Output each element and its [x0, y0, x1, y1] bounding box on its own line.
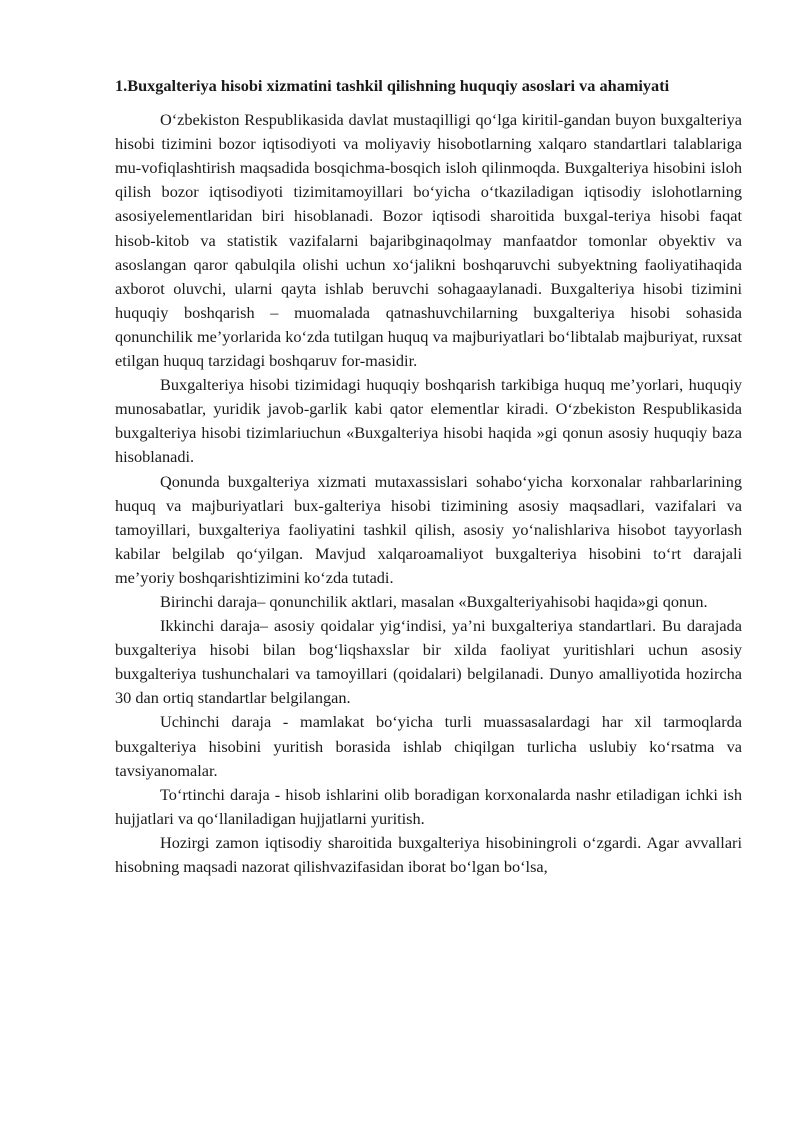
section-heading: 1.Buxgalteriya hisobi xizmatini tashkil qilishning huquqiy asoslari va ahamiyati	[115, 76, 670, 95]
paragraph-law-content: Qonunda buxgalteriya xizmati mutaxassislari sohabo‘yicha korxonalar rahbarlarining huquq va majburiyatlari bux-galteriya hisobi tizimining asosiy maqsadlari, vazifalari va tamoyillari, buxgalteriya faoliyatini tashkil qilish, asosiy yo‘nalishlariva hisobot tayyorlash kabilar belgilab qo‘yilgan. Mavjud xalqaroamaliyot buxgalteriya hisobini to‘rt darajali me’yoriy boshqarishtizimini ko‘zda tutadi.	[115, 471, 742, 587]
paragraph-level-one: Birinchi daraja– qonunchilik aktlari, masalan «Buxgalteriyahisobi haqida»gi qonun.	[160, 591, 708, 611]
paragraph-level-four: To‘rtinchi daraja - hisob ishlarini olib boradigan korxonalarda nashr etiladigan ichki ish hujjatlari va qo‘llaniladigan hujjatlarni yuritish.	[115, 784, 742, 828]
paragraph-legal-structure: Buxgalteriya hisobi tizimidagi huquqiy boshqarish tarkibiga huquq me’yorlari, huquqiy munosabatlar, yuridik javob-garlik kabi qator elementlar kiradi. O‘zbekiston Respublikasida buxgalteriya hisobi tizimlariuchun «Buxgalteriya hisobi haqida »gi qonun asosiy huquqiy baza hisoblanadi.	[115, 375, 742, 467]
paragraph-intro: O‘zbekiston Respublikasida davlat mustaqilligi qo‘lga kiritil-gandan buyon buxgalteriya hisobi tizimini bozor iqtisodiyoti va moliyaviy hisobotlarning xalqaro standartlari talablariga mu-vofiqlashtirish maqsadida bosqichma-bosqich isloh qilinmoqda. Buxgalteriya hisobini isloh qilish bozor iqtisodiyoti tizimitamoyillari bo‘yicha o‘tkaziladigan iqtisodiy islohotlarning asosiyelementlaridan biri hisoblanadi. Bozor iqtisodi sharoitida buxgal-teriya hisobi faqat hisob-kitob va statistik vazifalarni bajaribginaqolmay manfaatdor tomonlar obyektiv va asoslangan qaror qabulqila olishi uchun xo‘jalikni boshqaruvchi subyektning faoliyatihaqida axborot oluvchi, ularni qayta ishlab beruvchi sohagaaylanadi. Buxgalteriya hisobi tizimini huquqiy boshqarish – muomalada qatnashuvchilarning buxgalteriya hisobi sohasida qonunchilik me’yorlarida ko‘zda tutilgan huquq va majburiyatlari bo‘libtalab majburiyat, ruxsat etilgan huquq tarzidagi boshqaruv for-masidir.	[115, 110, 742, 371]
paragraph-modern-role: Hozirgi zamon iqtisodiy sharoitida buxgalteriya hisobiningroli o‘zgardi. Agar avvallari hisobning maqsadi nazorat qilishvazifasidan iborat bo‘lgan bo‘lsa,	[115, 832, 742, 876]
document-page	[115, 74, 742, 879]
paragraph-level-two: Ikkinchi daraja– asosiy qoidalar yig‘indisi, ya’ni buxgalteriya standartlari. Bu darajada buxgalteriya hisobi bilan bog‘liqshaxslar bir xilda faoliyat yuritishlari uchun asosiy buxgalteriya tushunchalari va tamoyillari (qoidalari) belgilanadi. Dunyo amalliyotida hozircha 30 dan ortiq standartlar belgilangan.	[115, 616, 742, 708]
paragraph-level-three: Uchinchi daraja - mamlakat bo‘yicha turli muassasalardagi har xil tarmoqlarda buxgalteriya hisobini yuritish borasida ishlab chiqilgan turlicha uslubiy ko‘rsatma va tavsiyanomalar.	[115, 712, 742, 780]
